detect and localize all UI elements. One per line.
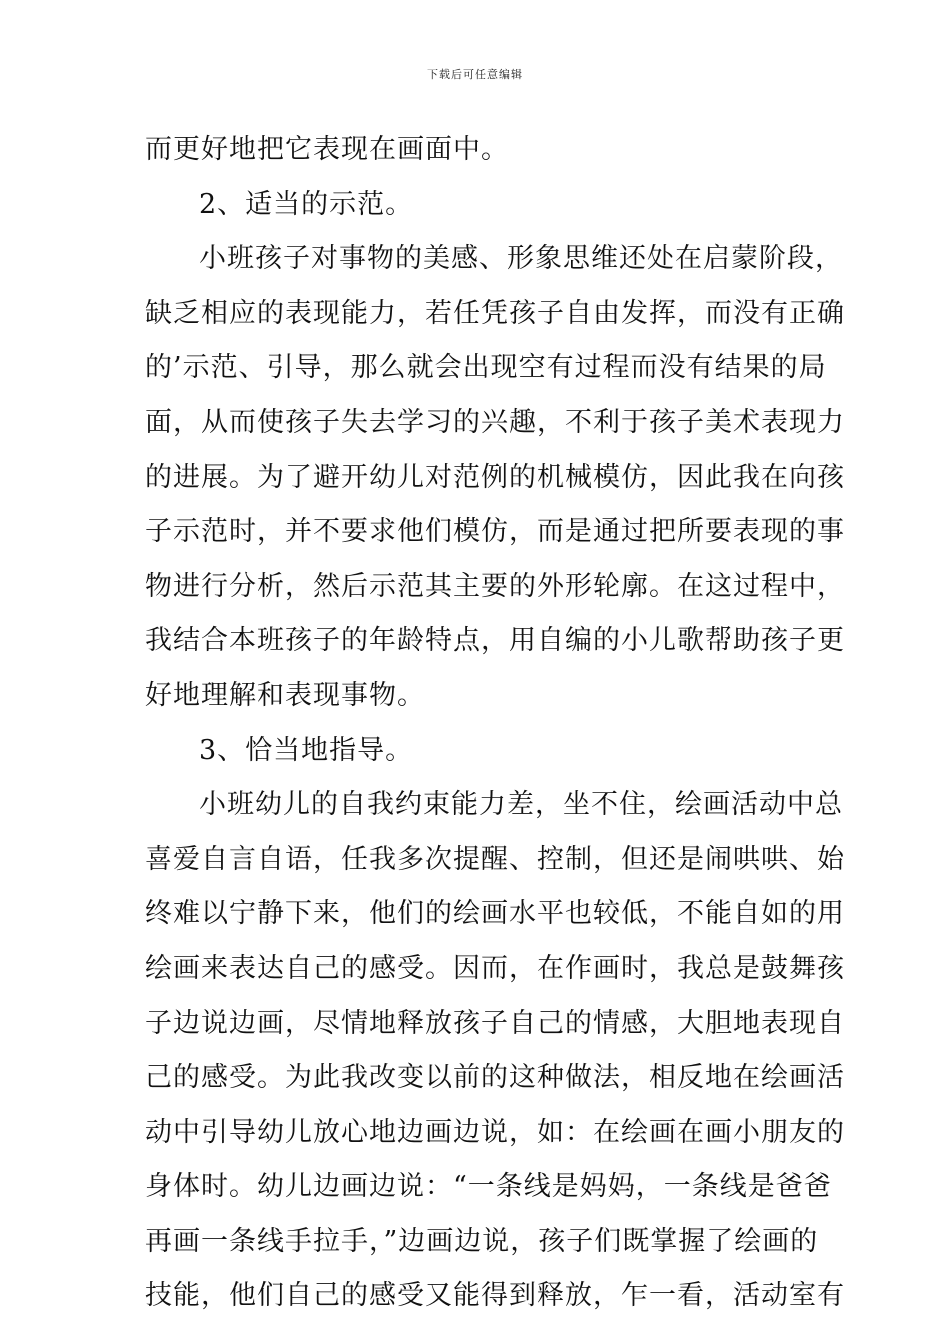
text-line: 我结合本班孩子的年龄特点，用自编的小儿歌帮助孩子更	[145, 625, 845, 657]
text-line: 2、适当的示范。	[199, 188, 414, 220]
body-text	[145, 128, 845, 1329]
text-line: 的’示范、引导，那么就会出现空有过程而没有结果的局	[145, 352, 827, 384]
text-line: 子示范时，并不要求他们模仿，而是通过把所要表现的事	[145, 516, 845, 548]
text-line: 小班幼儿的自我约束能力差，坐不住，绘画活动中总	[199, 789, 843, 821]
text-line: 绘画来表达自己的感受。因而，在作画时，我总是鼓舞孩	[145, 952, 845, 984]
text-line: 再画一条线手拉手，”边画边说，孩子们既掌握了绘画的	[145, 1225, 819, 1257]
text-line: 小班孩子对事物的美感、形象思维还处在启蒙阶段，	[199, 243, 843, 275]
text-line: 好地理解和表现事物。	[145, 679, 425, 711]
text-line: 喜爱自言自语，任我多次提醒、控制，但还是闹哄哄、始	[145, 843, 845, 875]
page-header-note: 下载后可任意编辑	[427, 68, 523, 81]
text-line: 终难以宁静下来，他们的绘画水平也较低，不能自如的用	[145, 898, 845, 930]
text-line: 缺乏相应的表现能力，若任凭孩子自由发挥，而没有正确	[145, 297, 845, 329]
text-line: 子边说边画，尽情地释放孩子自己的情感，大胆地表现自	[145, 1007, 845, 1039]
text-line: 技能，他们自己的感受又能得到释放，乍一看，活动室有	[145, 1280, 845, 1312]
text-line: 动中引导幼儿放心地边画边说，如：在绘画在画小朋友的	[145, 1116, 845, 1148]
text-line: 面，从而使孩子失去学习的兴趣，不利于孩子美术表现力	[145, 406, 845, 438]
text-line: 的进展。为了避开幼儿对范例的机械模仿，因此我在向孩	[145, 461, 845, 493]
text-line: 而更好地把它表现在画面中。	[145, 134, 509, 165]
text-line: 3、恰当地指导。	[199, 734, 414, 766]
text-line: 己的感受。为此我改变以前的这种做法，相反地在绘画活	[145, 1062, 845, 1094]
text-line: 物进行分析，然后示范其主要的外形轮廓。在这过程中，	[145, 570, 845, 602]
text-line: 身体时。幼儿边画边说：“一条线是妈妈，一条线是爸爸	[145, 1171, 832, 1203]
